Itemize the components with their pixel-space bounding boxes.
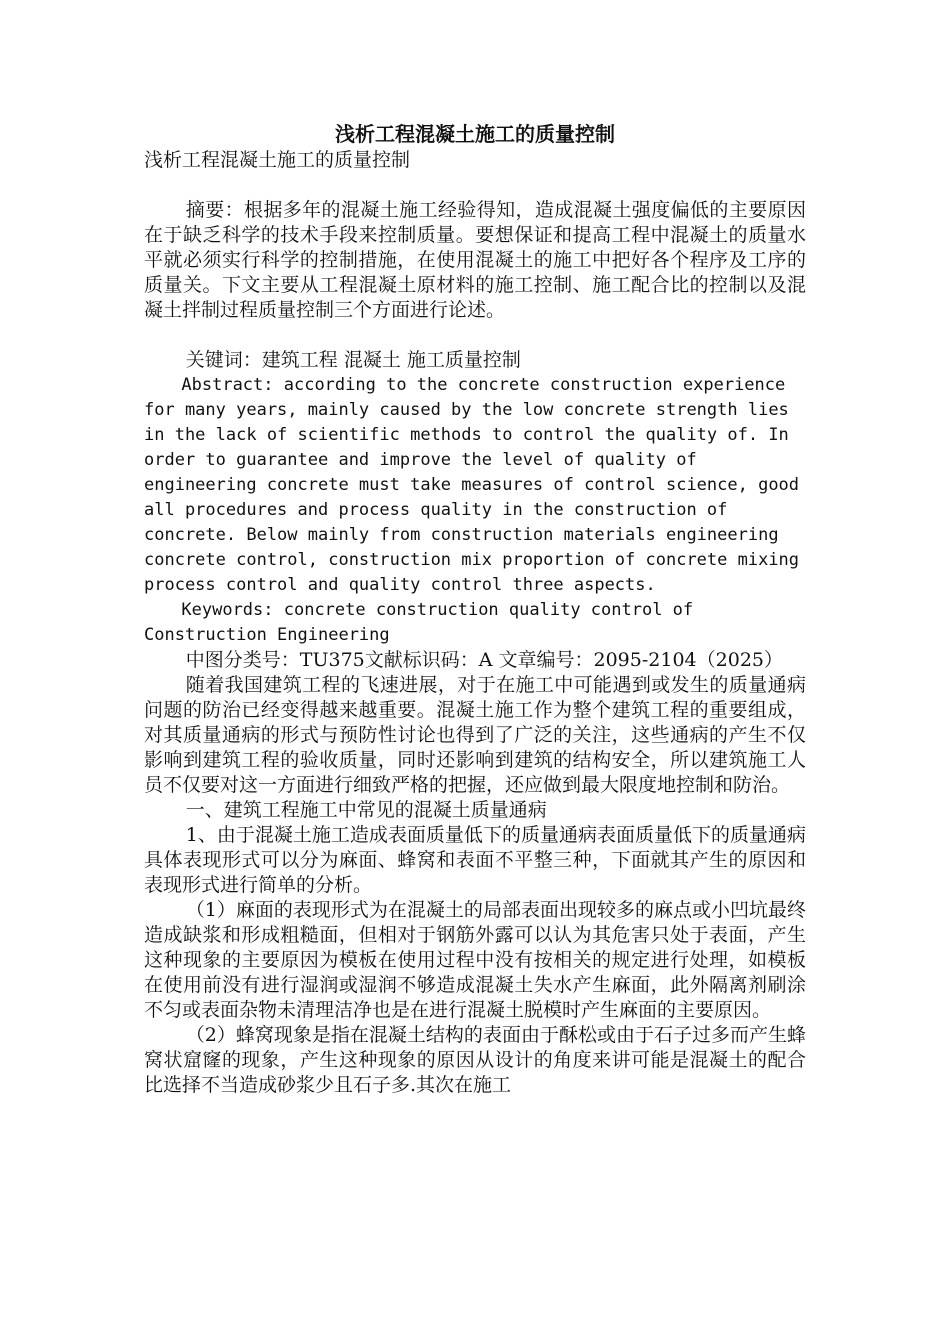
section-item-1-sub-1: （1）麻面的表现形式为在混凝土的局部表面出现较多的麻点或小凹坑最终造成缺浆和形成粗糙面，但相对于钢筋外露可以认为其危害只处于表面，产生这种现象的主要原因为模板在使用过程中没有按相关的规定进行处理，如模板在使用前没有进行湿润或湿润不够造成混凝土失水产生麻面，此外隔离剂刷涂不匀或表面杂物未清理洁净也是在进行混凝土脱模时产生麻面的主要原因。 <box>144 899 806 1021</box>
keywords-english: Keywords: concrete construction quality control of Construction Engineering <box>144 600 694 645</box>
document-page <box>144 120 806 1098</box>
section-heading: 一、建筑工程施工中常见的混凝土质量通病 <box>185 799 547 821</box>
abstract-chinese: 摘要：根据多年的混凝土施工经验得知，造成混凝土强度偏低的主要原因在于缺乏科学的技术手段来控制质量。要想保证和提高工程中混凝土的质量水平就必须实行科学的控制措施，在使用混凝土的施工中把好各个程序及工序的质量关。下文主要从工程混凝土原材料的施工控制、施工配合比的控制以及混凝土拌制过程质量控制三个方面进行论述。 <box>144 199 806 321</box>
document-title: 浅析工程混凝土施工的质量控制 <box>335 122 615 146</box>
intro-paragraph: 随着我国建筑工程的飞速进展，对于在施工中可能遇到或发生的质量通病问题的防治已经变得越来越重要。混凝土施工作为整个建筑工程的重要组成，对其质量通病的形式与预防性讨论也得到了广泛的关注，这些通病的产生不仅影响到建筑工程的验收质量，同时还影响到建筑的结构安全，所以建筑施工人员不仅要对这一方面进行细致严格的把握，还应做到最大限度地控制和防治。 <box>144 674 806 796</box>
classification-line: 中图分类号：TU375文献标识码：A 文章编号：2095-2104（2025） <box>185 649 783 671</box>
section-item-1: 1、由于混凝土施工造成表面质量低下的质量通病表面质量低下的质量通病具体表现形式可以分为麻面、蜂窝和表面不平整三种，下面就其产生的原因和表现形式进行简单的分析。 <box>144 824 806 896</box>
keywords-chinese: 关键词：建筑工程 混凝土 施工质量控制 <box>185 349 521 371</box>
abstract-english: Abstract: according to the concrete construction experience for many years, mainly caused by the low concrete strength lies in the lack of scientific methods to control the quality of. In order to guarantee and improve the level of quality of engineering concrete must take measures of control science, good all procedures and process quality in the construction of concrete. Below mainly from construction materials engineering concrete control, construction mix proportion of concrete mixing process control and quality control three aspects. <box>144 375 800 595</box>
spacer <box>144 323 806 348</box>
document-subtitle: 浅析工程混凝土施工的质量控制 <box>144 149 411 171</box>
section-item-1-sub-2: （2）蜂窝现象是指在混凝土结构的表面由于酥松或由于石子过多而产生蜂窝状窟窿的现象，产生这种现象的原因从设计的角度来讲可能是混凝土的配合比选择不当造成砂浆少且石子多.其次在施工 <box>144 1024 806 1096</box>
